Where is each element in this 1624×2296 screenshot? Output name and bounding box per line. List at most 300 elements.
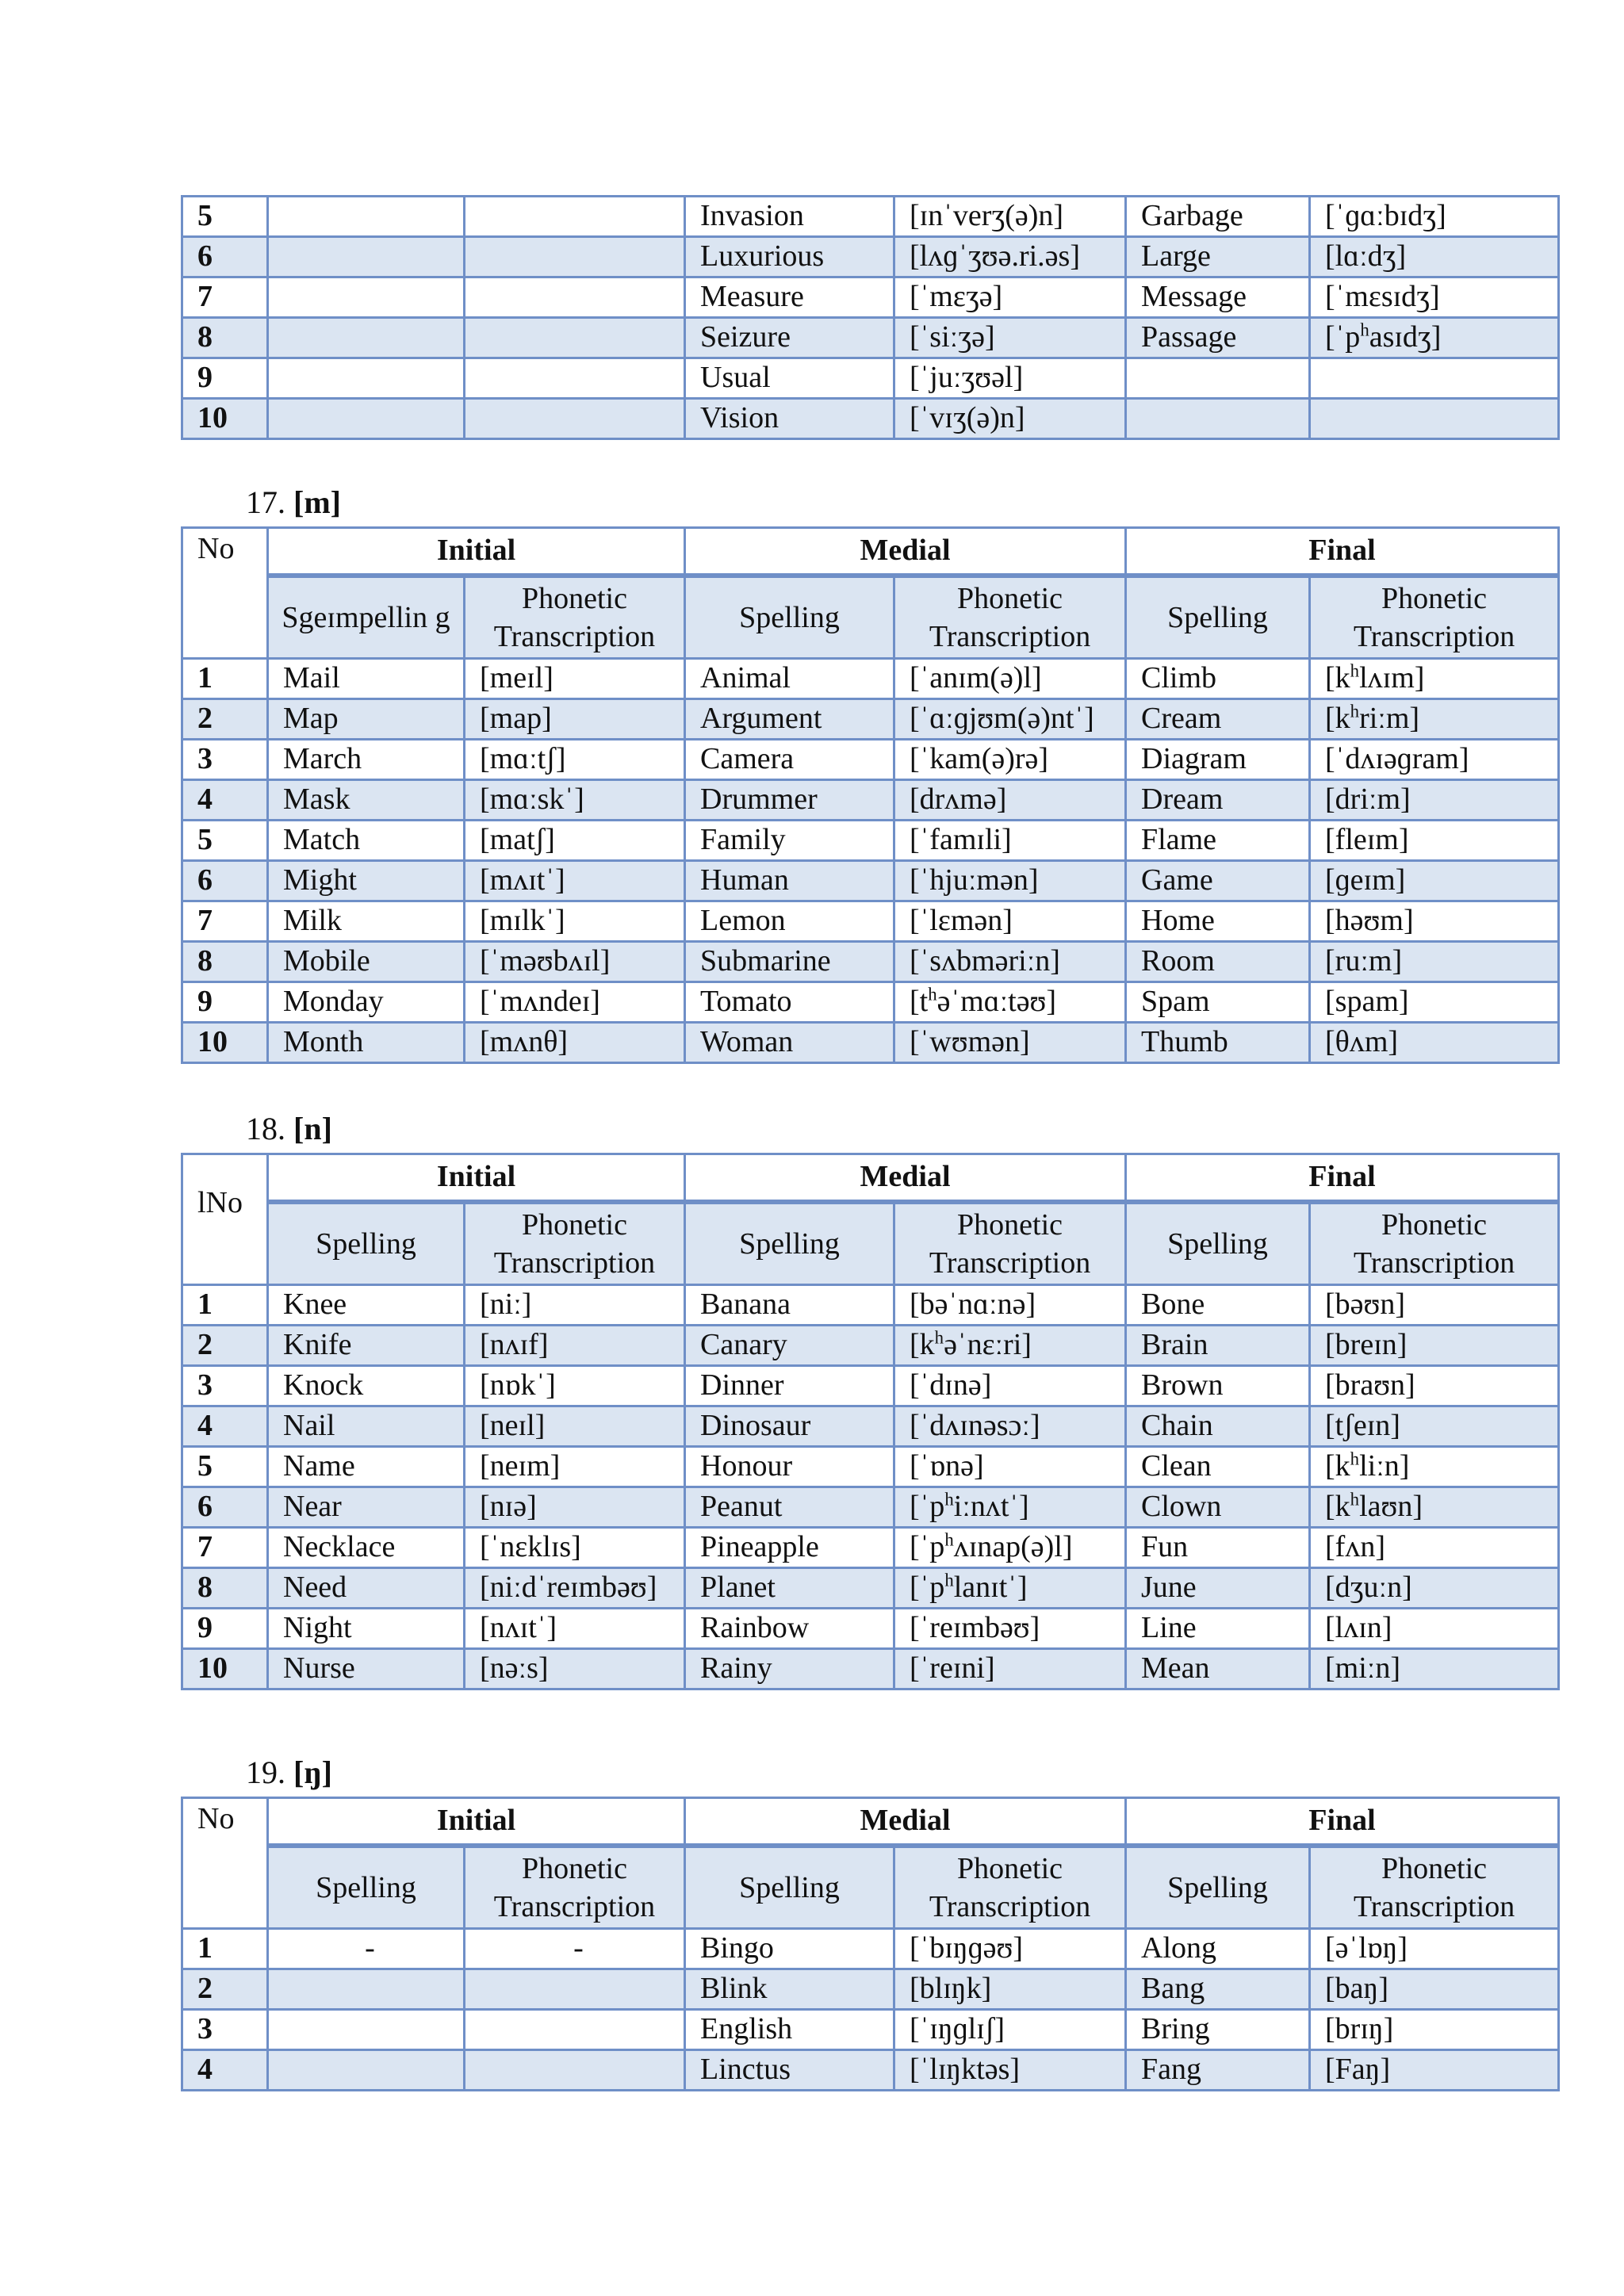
- final-group-header: Final: [1126, 1154, 1559, 1203]
- row-number: 6: [182, 861, 268, 901]
- aspiration-mark: h: [944, 1529, 954, 1550]
- initial-spelling: [268, 1969, 465, 2010]
- table-row: [182, 237, 1559, 277]
- medial-spelling: Dinner: [685, 1366, 894, 1406]
- final-spelling: Room: [1126, 942, 1310, 982]
- row-number: 2: [182, 1326, 268, 1366]
- initial-transcription: [465, 237, 685, 277]
- initial-spelling: [268, 318, 465, 358]
- table-row: [182, 1023, 1559, 1063]
- final-spelling: Garbage: [1126, 197, 1310, 237]
- medial-transcription: [ɪnˈverʒ(ə)n]: [894, 197, 1126, 237]
- medial-spelling: Family: [685, 821, 894, 861]
- initial-spelling: Near: [268, 1487, 465, 1528]
- table-row: [182, 1609, 1559, 1649]
- final-transcription: [baŋ]: [1310, 1969, 1559, 2010]
- table-body: [182, 659, 1559, 1063]
- final-transcription: [fʌn]: [1310, 1528, 1559, 1568]
- final-spelling: Diagram: [1126, 740, 1310, 780]
- final-spelling: Game: [1126, 861, 1310, 901]
- row-number: 9: [182, 358, 268, 399]
- initial-transcription: [neɪl]: [465, 1406, 685, 1447]
- table-row: [182, 1929, 1559, 1969]
- medial-transcription: [ˈsʌbməriːn]: [894, 942, 1126, 982]
- final-spelling: Message: [1126, 277, 1310, 318]
- final-spelling: Fang: [1126, 2050, 1310, 2091]
- table-row: [182, 1649, 1559, 1689]
- transcription-header: Phonetic Transcription: [1310, 1846, 1559, 1929]
- initial-spelling: [268, 2010, 465, 2050]
- medial-spelling: English: [685, 2010, 894, 2050]
- medial-spelling: Measure: [685, 277, 894, 318]
- final-spelling: Chain: [1126, 1406, 1310, 1447]
- final-spelling: Along: [1126, 1929, 1310, 1969]
- final-spelling: Passage: [1126, 318, 1310, 358]
- spelling-header: Spelling: [685, 576, 894, 659]
- medial-spelling: Drummer: [685, 780, 894, 821]
- medial-transcription: [ˈɑːɡjʊm(ə)ntˈ]: [894, 699, 1126, 740]
- medial-spelling: Human: [685, 861, 894, 901]
- row-number: 10: [182, 1023, 268, 1063]
- row-number: 6: [182, 237, 268, 277]
- final-spelling: [1126, 358, 1310, 399]
- section-title-n: [246, 1113, 332, 1145]
- row-number: 9: [182, 982, 268, 1023]
- transcription-header: Phonetic Transcription: [894, 1202, 1126, 1285]
- final-transcription: [Faŋ]: [1310, 2050, 1559, 2091]
- final-transcription: [braʊn]: [1310, 1366, 1559, 1406]
- table-row: [182, 358, 1559, 399]
- medial-transcription: [ˈbɪŋɡəʊ]: [894, 1929, 1126, 1969]
- table-row: [182, 1568, 1559, 1609]
- final-transcription: [breɪn]: [1310, 1326, 1559, 1366]
- row-number: 8: [182, 942, 268, 982]
- initial-transcription: [nɒkˈ]: [465, 1366, 685, 1406]
- medial-spelling: Dinosaur: [685, 1406, 894, 1447]
- medial-transcription: [ˈfamɪli]: [894, 821, 1126, 861]
- final-transcription: [θʌm]: [1310, 1023, 1559, 1063]
- final-transcription: [həʊm]: [1310, 901, 1559, 942]
- initial-transcription: [ˈnɛklɪs]: [465, 1528, 685, 1568]
- medial-transcription: [ˈsiːʒə]: [894, 318, 1126, 358]
- medial-spelling: Planet: [685, 1568, 894, 1609]
- aspiration-mark: h: [944, 1489, 954, 1510]
- table-body: [182, 1929, 1559, 2091]
- initial-spelling: Knife: [268, 1326, 465, 1366]
- initial-transcription: [matʃ]: [465, 821, 685, 861]
- initial-spelling: Match: [268, 821, 465, 861]
- row-number: 3: [182, 2010, 268, 2050]
- table-row: [182, 1487, 1559, 1528]
- table-row: [182, 982, 1559, 1023]
- medial-spelling: Peanut: [685, 1487, 894, 1528]
- transcription-header: Phonetic Transcription: [465, 1202, 685, 1285]
- initial-transcription: [mɪlkˈ]: [465, 901, 685, 942]
- medial-transcription: [lʌɡˈʒʊə.ri.əs]: [894, 237, 1126, 277]
- final-transcription: [tʃeɪn]: [1310, 1406, 1559, 1447]
- continued-table-body: [182, 197, 1559, 439]
- medial-transcription: [ˈmɛʒə]: [894, 277, 1126, 318]
- row-number: 4: [182, 780, 268, 821]
- medial-spelling: Camera: [685, 740, 894, 780]
- table-row: [182, 2050, 1559, 2091]
- transcription-header: Phonetic Transcription: [465, 576, 685, 659]
- row-number: 1: [182, 1285, 268, 1326]
- spelling-header: Spelling: [685, 1202, 894, 1285]
- section-number: 17.: [246, 484, 285, 520]
- final-transcription: [dʒuːn]: [1310, 1568, 1559, 1609]
- row-number: 5: [182, 821, 268, 861]
- final-spelling: Home: [1126, 901, 1310, 942]
- final-transcription: [lʌɪn]: [1310, 1609, 1559, 1649]
- aspiration-mark: h: [1350, 701, 1360, 721]
- row-number: 6: [182, 1487, 268, 1528]
- medial-transcription: [ˈlɪŋktəs]: [894, 2050, 1126, 2091]
- section-symbol: [ŋ]: [293, 1755, 332, 1790]
- medial-transcription: [ˈhjuːmən]: [894, 861, 1126, 901]
- spelling-header: Spelling: [1126, 1846, 1310, 1929]
- row-number: 1: [182, 1929, 268, 1969]
- aspiration-mark: h: [1350, 660, 1360, 681]
- final-spelling: Climb: [1126, 659, 1310, 699]
- initial-spelling: March: [268, 740, 465, 780]
- initial-transcription: [niːdˈreɪmbəʊ]: [465, 1568, 685, 1609]
- row-number: 8: [182, 1568, 268, 1609]
- initial-transcription: [nʌɪtˈ]: [465, 1609, 685, 1649]
- table-row: [182, 1528, 1559, 1568]
- final-transcription: $[k^hliːn]$: [1310, 1447, 1559, 1487]
- medial-spelling: Bingo: [685, 1929, 894, 1969]
- aspiration-mark: h: [1350, 1448, 1360, 1469]
- initial-spelling: Milk: [268, 901, 465, 942]
- row-number: 7: [182, 277, 268, 318]
- final-spelling: Line: [1126, 1609, 1310, 1649]
- initial-transcription: [nəːs]: [465, 1649, 685, 1689]
- table-header: [182, 528, 1559, 659]
- initial-transcription: [465, 318, 685, 358]
- initial-transcription: [mʌɪtˈ]: [465, 861, 685, 901]
- section-symbol: [m]: [293, 484, 341, 520]
- final-transcription: [1310, 358, 1559, 399]
- row-number: 5: [182, 1447, 268, 1487]
- spelling-header: Spelling: [1126, 576, 1310, 659]
- medial-spelling: Argument: [685, 699, 894, 740]
- spelling-header: Spelling: [1126, 1202, 1310, 1285]
- initial-spelling: Map: [268, 699, 465, 740]
- table-row: [182, 277, 1559, 318]
- final-spelling: Flame: [1126, 821, 1310, 861]
- medial-transcription: [bəˈnɑːnə]: [894, 1285, 1126, 1326]
- medial-transcription: [ˈɒnə]: [894, 1447, 1126, 1487]
- initial-spelling: [268, 237, 465, 277]
- final-transcription: $[k^hriːm]$: [1310, 699, 1559, 740]
- row-number: 7: [182, 901, 268, 942]
- medial-group-header: Medial: [685, 1798, 1126, 1846]
- initial-spelling: [268, 399, 465, 439]
- medial-group-header: Medial: [685, 1154, 1126, 1203]
- table-row: [182, 1406, 1559, 1447]
- final-transcription: [driːm]: [1310, 780, 1559, 821]
- no-header: No: [182, 1798, 268, 1929]
- final-spelling: Clown: [1126, 1487, 1310, 1528]
- initial-transcription: [465, 197, 685, 237]
- initial-transcription: [mɑːskˈ]: [465, 780, 685, 821]
- section-title-ng: [246, 1757, 332, 1789]
- medial-transcription: [ˈjuːʒʊəl]: [894, 358, 1126, 399]
- aspiration-mark: h: [1360, 320, 1369, 340]
- table-row: [182, 318, 1559, 358]
- section-number: 18.: [246, 1111, 285, 1146]
- medial-spelling: Animal: [685, 659, 894, 699]
- final-spelling: Clean: [1126, 1447, 1310, 1487]
- initial-spelling: [268, 277, 465, 318]
- transcription-header: Phonetic Transcription: [894, 1846, 1126, 1929]
- section-title-m: [246, 484, 341, 520]
- spelling-header: Spelling: [685, 1846, 894, 1929]
- final-transcription: [ˈdʌɪəɡram]: [1310, 740, 1559, 780]
- medial-transcription: [ˈɪŋɡlɪʃ]: [894, 2010, 1126, 2050]
- initial-spelling: Knock: [268, 1366, 465, 1406]
- table-row: [182, 740, 1559, 780]
- final-spelling: Thumb: [1126, 1023, 1310, 1063]
- table-row: [182, 2010, 1559, 2050]
- initial-transcription: -: [465, 1929, 685, 1969]
- final-spelling: Bone: [1126, 1285, 1310, 1326]
- table-row: [182, 1447, 1559, 1487]
- final-spelling: [1126, 399, 1310, 439]
- initial-transcription: [neɪm]: [465, 1447, 685, 1487]
- table-row: [182, 1366, 1559, 1406]
- section-number: 19.: [246, 1755, 285, 1790]
- row-number: 2: [182, 699, 268, 740]
- initial-transcription: [465, 399, 685, 439]
- initial-transcription: [mɑːtʃ]: [465, 740, 685, 780]
- medial-spelling: Submarine: [685, 942, 894, 982]
- final-transcription: [lɑːdʒ]: [1310, 237, 1559, 277]
- initial-group-header: Initial: [268, 528, 685, 576]
- row-number: 4: [182, 2050, 268, 2091]
- aspiration-mark: h: [934, 1327, 944, 1348]
- transcription-header: Phonetic Transcription: [894, 576, 1126, 659]
- table-row: [182, 197, 1559, 237]
- initial-spelling: Nurse: [268, 1649, 465, 1689]
- initial-spelling: [268, 197, 465, 237]
- row-number: 7: [182, 1528, 268, 1568]
- row-number: 5: [182, 197, 268, 237]
- row-number: 10: [182, 399, 268, 439]
- table-body: [182, 1285, 1559, 1689]
- aspiration-mark: h: [944, 1570, 954, 1590]
- table-row: [182, 1969, 1559, 2010]
- medial-transcription: [ˈdʌɪnəsɔː]: [894, 1406, 1126, 1447]
- medial-transcription: [ˈreɪni]: [894, 1649, 1126, 1689]
- section-symbol: [n]: [293, 1111, 332, 1146]
- final-transcription: [brɪŋ]: [1310, 2010, 1559, 2050]
- final-transcription: [ruːm]: [1310, 942, 1559, 982]
- medial-spelling: Linctus: [685, 2050, 894, 2091]
- initial-transcription: [map]: [465, 699, 685, 740]
- row-number: 3: [182, 1366, 268, 1406]
- final-transcription: $[k^hlaʊn]$: [1310, 1487, 1559, 1528]
- medial-transcription: [ˈanɪm(ə)l]: [894, 659, 1126, 699]
- final-group-header: Final: [1126, 528, 1559, 576]
- initial-transcription: [ˈməʊbʌɪl]: [465, 942, 685, 982]
- initial-spelling: Might: [268, 861, 465, 901]
- table-header: [182, 1798, 1559, 1929]
- aspiration-mark: h: [1350, 1489, 1360, 1510]
- initial-spelling: -: [268, 1929, 465, 1969]
- table-row: [182, 1326, 1559, 1366]
- transcription-header: Phonetic Transcription: [1310, 576, 1559, 659]
- medial-transcription: [ˈkam(ə)rə]: [894, 740, 1126, 780]
- table-header: [182, 1154, 1559, 1285]
- initial-transcription: [ˈmʌndeɪ]: [465, 982, 685, 1023]
- medial-transcription: [ˈlɛmən]: [894, 901, 1126, 942]
- final-spelling: Bang: [1126, 1969, 1310, 2010]
- medial-transcription: [ˈvɪʒ(ə)n]: [894, 399, 1126, 439]
- row-number: 10: [182, 1649, 268, 1689]
- initial-transcription: [465, 1969, 685, 2010]
- medial-transcription: [drʌmə]: [894, 780, 1126, 821]
- medial-spelling: Woman: [685, 1023, 894, 1063]
- initial-spelling: Need: [268, 1568, 465, 1609]
- row-number: 8: [182, 318, 268, 358]
- final-transcription: [əˈlɒŋ]: [1310, 1929, 1559, 1969]
- initial-spelling: Month: [268, 1023, 465, 1063]
- row-number: 3: [182, 740, 268, 780]
- no-header: lNo: [182, 1154, 268, 1285]
- initial-spelling: Mail: [268, 659, 465, 699]
- final-spelling: Brain: [1126, 1326, 1310, 1366]
- medial-spelling: Rainbow: [685, 1609, 894, 1649]
- table-row: [182, 942, 1559, 982]
- medial-spelling: Lemon: [685, 901, 894, 942]
- transcription-header: Phonetic Transcription: [465, 1846, 685, 1929]
- initial-spelling: Monday: [268, 982, 465, 1023]
- table-row: [182, 780, 1559, 821]
- initial-transcription: [465, 277, 685, 318]
- final-spelling: Large: [1126, 237, 1310, 277]
- initial-transcription: [mʌnθ]: [465, 1023, 685, 1063]
- medial-spelling: Tomato: [685, 982, 894, 1023]
- initial-spelling: Name: [268, 1447, 465, 1487]
- final-spelling: Mean: [1126, 1649, 1310, 1689]
- initial-group-header: Initial: [268, 1154, 685, 1203]
- final-spelling: June: [1126, 1568, 1310, 1609]
- row-number: 4: [182, 1406, 268, 1447]
- spelling-header: Spelling: [268, 1202, 465, 1285]
- final-spelling: Brown: [1126, 1366, 1310, 1406]
- final-spelling: Cream: [1126, 699, 1310, 740]
- row-number: 2: [182, 1969, 268, 2010]
- final-transcription: [bəʊn]: [1310, 1285, 1559, 1326]
- medial-transcription: [ˈreɪmbəʊ]: [894, 1609, 1126, 1649]
- initial-transcription: [465, 2050, 685, 2091]
- medial-spelling: Invasion: [685, 197, 894, 237]
- final-transcription: [1310, 399, 1559, 439]
- medial-transcription: [ˈwʊmən]: [894, 1023, 1126, 1063]
- initial-transcription: [nɪə]: [465, 1487, 685, 1528]
- table-row: [182, 821, 1559, 861]
- aspiration-mark: h: [928, 984, 937, 1004]
- final-transcription: [ˈmɛsɪdʒ]: [1310, 277, 1559, 318]
- initial-spelling: Necklace: [268, 1528, 465, 1568]
- medial-spelling: Seizure: [685, 318, 894, 358]
- final-transcription: [ˈp$^h$asɪdʒ]: [1310, 318, 1559, 358]
- table-row: [182, 1285, 1559, 1326]
- medial-transcription: [ˈp$^h$lanɪtˈ]: [894, 1568, 1126, 1609]
- final-transcription: [miːn]: [1310, 1649, 1559, 1689]
- row-number: 1: [182, 659, 268, 699]
- final-spelling: Bring: [1126, 2010, 1310, 2050]
- final-spelling: Spam: [1126, 982, 1310, 1023]
- medial-transcription: [blɪŋk]: [894, 1969, 1126, 2010]
- spelling-header: Spelling: [268, 1846, 465, 1929]
- table-row: [182, 901, 1559, 942]
- initial-spelling: Night: [268, 1609, 465, 1649]
- initial-transcription: [nʌɪf]: [465, 1326, 685, 1366]
- table-row: [182, 861, 1559, 901]
- final-group-header: Final: [1126, 1798, 1559, 1846]
- medial-group-header: Medial: [685, 528, 1126, 576]
- table-row: [182, 659, 1559, 699]
- medial-spelling: Blink: [685, 1969, 894, 2010]
- table-ng: [181, 1797, 1560, 2091]
- initial-spelling: [268, 358, 465, 399]
- initial-spelling: Nail: [268, 1406, 465, 1447]
- final-transcription: [ˈɡɑːbɪdʒ]: [1310, 197, 1559, 237]
- medial-spelling: Pineapple: [685, 1528, 894, 1568]
- medial-transcription: [ˈdɪnə]: [894, 1366, 1126, 1406]
- medial-spelling: Banana: [685, 1285, 894, 1326]
- medial-spelling: Canary: [685, 1326, 894, 1366]
- medial-spelling: Usual: [685, 358, 894, 399]
- row-number: 9: [182, 1609, 268, 1649]
- no-header: No: [182, 528, 268, 659]
- medial-spelling: Vision: [685, 399, 894, 439]
- table-row: [182, 399, 1559, 439]
- initial-group-header: Initial: [268, 1798, 685, 1846]
- final-transcription: [ɡeɪm]: [1310, 861, 1559, 901]
- medial-transcription: [ˈp$^h$iːnʌtˈ]: [894, 1487, 1126, 1528]
- table-m: [181, 526, 1560, 1064]
- initial-spelling: Knee: [268, 1285, 465, 1326]
- final-spelling: Dream: [1126, 780, 1310, 821]
- medial-transcription: [ˈp$^h$ʌɪnap(ə)l]: [894, 1528, 1126, 1568]
- medial-spelling: Rainy: [685, 1649, 894, 1689]
- table-row: [182, 699, 1559, 740]
- initial-spelling: [268, 2050, 465, 2091]
- initial-transcription: [niː]: [465, 1285, 685, 1326]
- spelling-header: Sgeɪmpellin g: [268, 576, 465, 659]
- table-n: [181, 1153, 1560, 1690]
- initial-spelling: Mask: [268, 780, 465, 821]
- medial-spelling: Luxurious: [685, 237, 894, 277]
- final-transcription: [spam]: [1310, 982, 1559, 1023]
- final-transcription: $[k^hlʌɪm]$: [1310, 659, 1559, 699]
- medial-transcription: $[t^həˈmɑːtəʊ]$: [894, 982, 1126, 1023]
- initial-transcription: [465, 2010, 685, 2050]
- continued-table: [181, 195, 1560, 440]
- final-transcription: [fleɪm]: [1310, 821, 1559, 861]
- medial-spelling: Honour: [685, 1447, 894, 1487]
- final-spelling: Fun: [1126, 1528, 1310, 1568]
- medial-transcription: $[k^həˈnɛːri]$: [894, 1326, 1126, 1366]
- initial-transcription: [465, 358, 685, 399]
- initial-transcription: [meɪl]: [465, 659, 685, 699]
- transcription-header: Phonetic Transcription: [1310, 1202, 1559, 1285]
- initial-spelling: Mobile: [268, 942, 465, 982]
